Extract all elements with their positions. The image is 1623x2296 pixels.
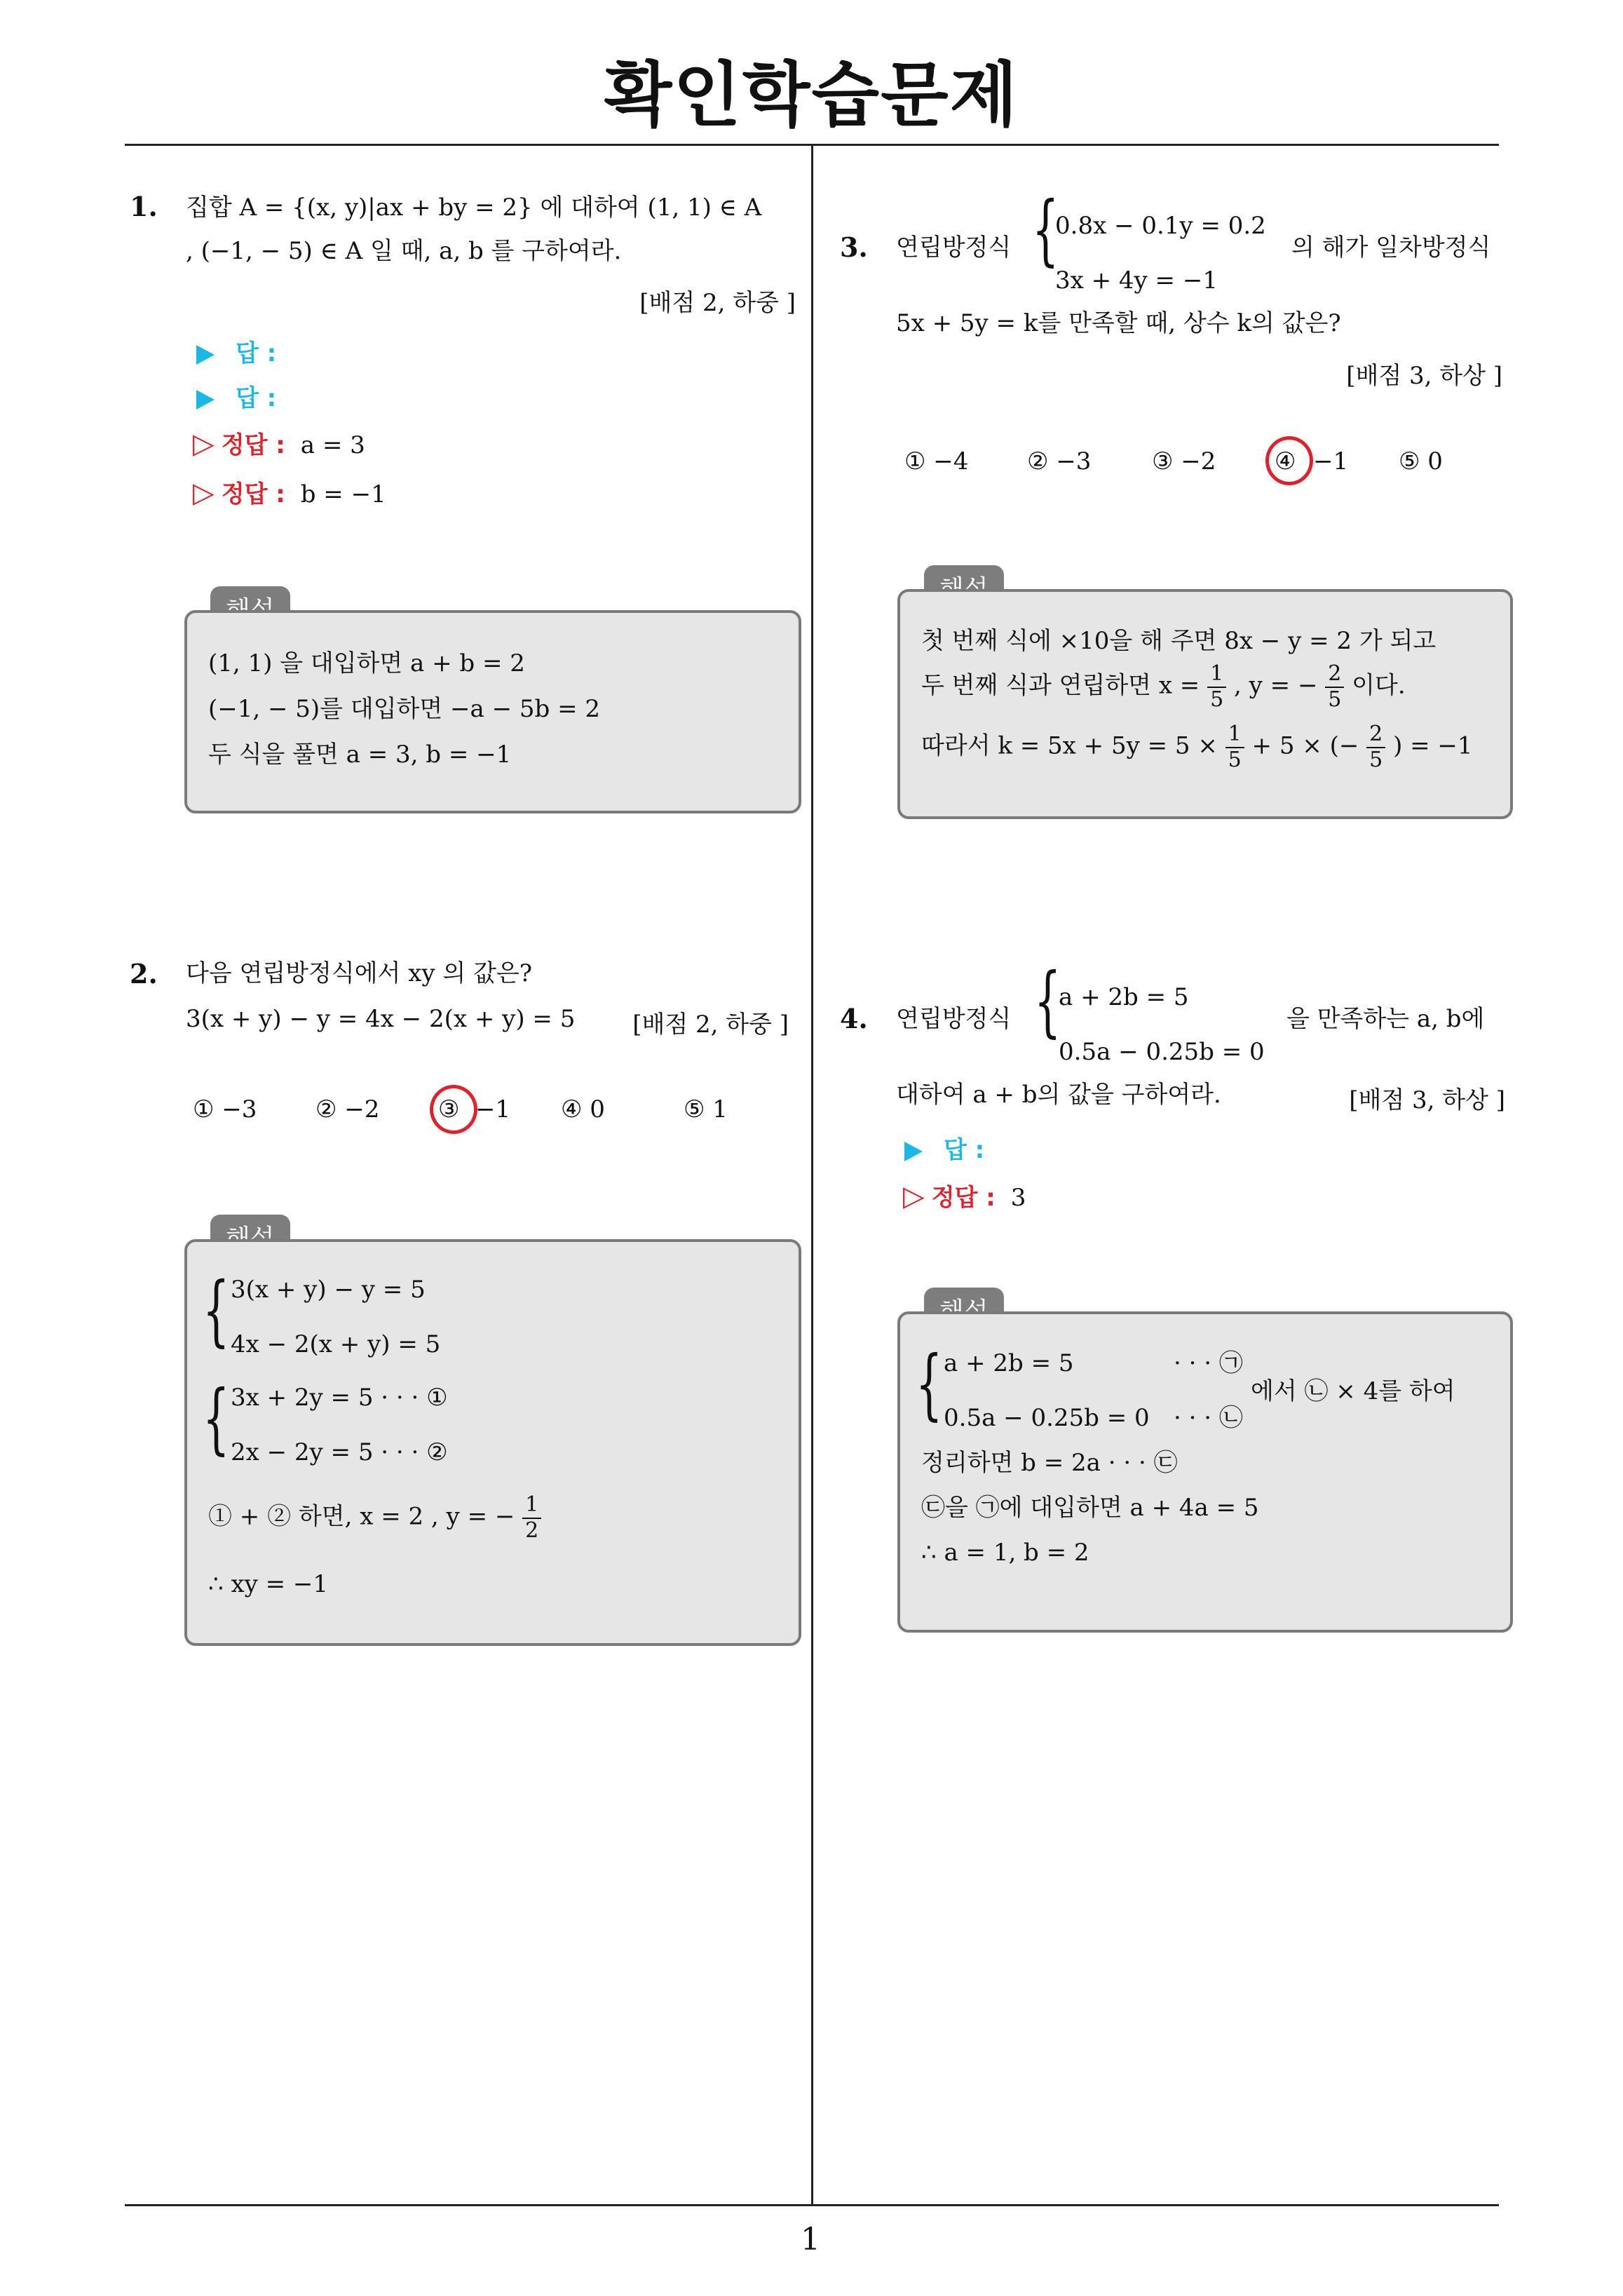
choice-4[interactable]: ④ xyxy=(1275,447,1296,475)
denominator: 5 xyxy=(1228,747,1242,772)
solution-box-3 xyxy=(897,589,1513,819)
question-4-eq1: a + 2b = 5 xyxy=(1059,983,1189,1011)
text: 이다. xyxy=(1352,671,1406,700)
outline-triangle-icon: ▷ xyxy=(193,428,215,460)
solution-line: 두 식을 풀면 a = 3, b = −1 xyxy=(208,741,512,769)
correct-label: 정답 : xyxy=(221,431,285,459)
choice-2[interactable]: ② −2 xyxy=(315,1095,380,1123)
choice-4[interactable]: ④ 0 xyxy=(561,1095,605,1123)
numerator: 1 xyxy=(522,1493,541,1519)
question-number-2: 2. xyxy=(130,958,158,990)
outline-triangle-icon: ▷ xyxy=(193,477,215,509)
numerator: 1 xyxy=(1207,662,1226,688)
denominator: 5 xyxy=(1369,747,1383,772)
choice-3[interactable]: ③ xyxy=(438,1095,460,1123)
correct-value: 3 xyxy=(1010,1184,1026,1212)
system-1-eq2: 4x − 2(x + y) = 5 xyxy=(231,1330,441,1358)
question-number-1: 1. xyxy=(130,191,158,222)
question-number-3: 3. xyxy=(840,231,868,263)
question-1-text-line1: 집합 A = {(x, y)|ax + by = 2} 에 대하여 (1, 1) ∈ A xyxy=(186,194,762,222)
question-3-text-line2: 5x + 5y = k를 만족할 때, 상수 k의 값은? xyxy=(896,309,1341,337)
system-1-eq1: 3(x + y) − y = 5 xyxy=(231,1276,426,1304)
correct-value: a = 3 xyxy=(300,431,365,459)
solution-line: (1, 1) 을 대입하면 a + b = 2 xyxy=(208,649,525,677)
fraction xyxy=(1325,662,1344,712)
text: + 5 × (− xyxy=(1251,731,1359,760)
denominator: 2 xyxy=(525,1518,539,1543)
choice-5[interactable]: ⑤ 1 xyxy=(684,1095,728,1123)
solution-result xyxy=(208,1493,541,1543)
text: 두 번째 식과 연립하면 x = xyxy=(921,671,1200,700)
text: 따라서 k = 5x + 5y = 5 × xyxy=(921,731,1218,760)
page-number: 1 xyxy=(801,2222,820,2257)
answer-field-1[interactable] xyxy=(196,334,276,368)
system-eq2: 0.5a − 0.25b = 0 xyxy=(944,1404,1150,1432)
question-2-text-line1: 다음 연립방정식에서 xy 의 값은? xyxy=(186,959,532,987)
system-eq2-tag: · · · ㉡ xyxy=(1174,1404,1243,1432)
choice-1[interactable]: ① −3 xyxy=(193,1095,257,1123)
question-3-eq1: 0.8x − 0.1y = 0.2 xyxy=(1055,212,1266,240)
solution-line: 첫 번째 식에 ×10을 해 주면 8x − y = 2 가 되고 xyxy=(921,627,1437,655)
solution-box-2 xyxy=(184,1239,801,1646)
fraction xyxy=(522,1493,541,1543)
correct-label: 정답 : xyxy=(221,480,285,508)
system-2-eq1: 3x + 2y = 5 · · · ① xyxy=(231,1384,448,1412)
answer-field-2[interactable] xyxy=(196,379,276,413)
choice-1[interactable]: ① −4 xyxy=(904,447,969,475)
brace-icon: { xyxy=(203,1265,230,1355)
choice-3-value: −1 xyxy=(475,1095,511,1123)
numerator: 2 xyxy=(1366,722,1385,748)
question-1-meta: [배점 2, 하중 ] xyxy=(639,289,796,317)
question-4-text-line2: 대하여 a + b의 값을 구하여라. xyxy=(896,1081,1221,1109)
play-arrow-icon xyxy=(904,1142,923,1161)
question-3-meta: [배점 3, 하상 ] xyxy=(1346,362,1502,390)
column-divider xyxy=(811,144,813,2206)
solution-line: 정리하면 b = 2a · · · ㉢ xyxy=(921,1449,1178,1477)
result-text: ① + ② 하면, x = 2 , y = − xyxy=(208,1502,515,1531)
brace-icon: { xyxy=(1034,956,1061,1046)
correct-answer-2 xyxy=(193,475,386,509)
text: ) = −1 xyxy=(1393,731,1473,760)
solution-line: ㉢을 ㉠에 대입하면 a + 4a = 5 xyxy=(921,1494,1259,1522)
question-3-eq2: 3x + 4y = −1 xyxy=(1055,266,1218,295)
answer-field[interactable] xyxy=(904,1130,984,1165)
choice-3[interactable]: ③ −2 xyxy=(1152,447,1216,475)
answer-label: 답 : xyxy=(944,1136,985,1164)
choice-5[interactable]: ⑤ 0 xyxy=(1399,447,1443,475)
system-eq1: a + 2b = 5 xyxy=(944,1349,1074,1377)
numerator: 2 xyxy=(1325,662,1344,688)
fraction xyxy=(1225,722,1244,772)
question-number-4: 4. xyxy=(840,1003,868,1034)
play-arrow-icon xyxy=(196,345,215,365)
question-4-eq2: 0.5a − 0.25b = 0 xyxy=(1059,1038,1265,1066)
solution-line: ∴ a = 1, b = 2 xyxy=(921,1539,1089,1567)
brace-icon: { xyxy=(203,1373,230,1463)
brace-icon: { xyxy=(916,1339,943,1429)
question-3-tail: 의 해가 일차방정식 xyxy=(1291,234,1491,262)
text: , y = − xyxy=(1234,671,1318,700)
numerator: 1 xyxy=(1225,722,1244,748)
denominator: 5 xyxy=(1210,687,1224,712)
answer-label: 답 : xyxy=(236,339,277,367)
question-1-text-line2: , (−1, − 5) ∈ A 일 때, a, b 를 구하여라. xyxy=(186,237,622,265)
solution-final: ∴ xy = −1 xyxy=(208,1570,329,1598)
solution-box-1 xyxy=(184,610,801,813)
choice-4-value: −1 xyxy=(1313,447,1349,475)
outline-triangle-icon: ▷ xyxy=(903,1180,925,1213)
correct-answer-1 xyxy=(193,426,365,460)
play-arrow-icon xyxy=(196,390,215,410)
answer-label: 답 : xyxy=(236,384,277,412)
question-4-lead: 연립방정식 xyxy=(896,1005,1012,1033)
solution-box-4 xyxy=(897,1311,1513,1633)
fraction xyxy=(1366,722,1385,772)
question-2-text-line2: 3(x + y) − y = 4x − 2(x + y) = 5 xyxy=(186,1005,576,1033)
brace-icon: { xyxy=(1032,184,1059,274)
question-2-meta: [배점 2, 하중 ] xyxy=(632,1011,789,1039)
fraction xyxy=(1207,662,1226,712)
correct-answer xyxy=(903,1178,1026,1213)
choice-2[interactable]: ② −3 xyxy=(1027,447,1092,475)
system-eq1-tag: · · · ㉠ xyxy=(1174,1349,1243,1377)
system-2-eq2: 2x − 2y = 5 · · · ② xyxy=(231,1438,448,1466)
question-4-meta: [배점 3, 하상 ] xyxy=(1349,1086,1505,1114)
solution-line xyxy=(921,662,1406,712)
system-side-text: 에서 ㉡ × 4를 하여 xyxy=(1251,1377,1455,1405)
correct-label: 정답 : xyxy=(931,1184,996,1212)
correct-value: b = −1 xyxy=(300,480,386,508)
denominator: 5 xyxy=(1328,687,1342,712)
solution-line xyxy=(921,722,1473,772)
page-title: 확인학습문제 xyxy=(604,54,1019,136)
footer-rule xyxy=(125,2204,1499,2206)
solution-line: (−1, − 5)를 대입하면 −a − 5b = 2 xyxy=(208,695,601,723)
question-4-tail: 을 만족하는 a, b에 xyxy=(1286,1005,1485,1033)
question-3-lead: 연립방정식 xyxy=(896,234,1012,262)
